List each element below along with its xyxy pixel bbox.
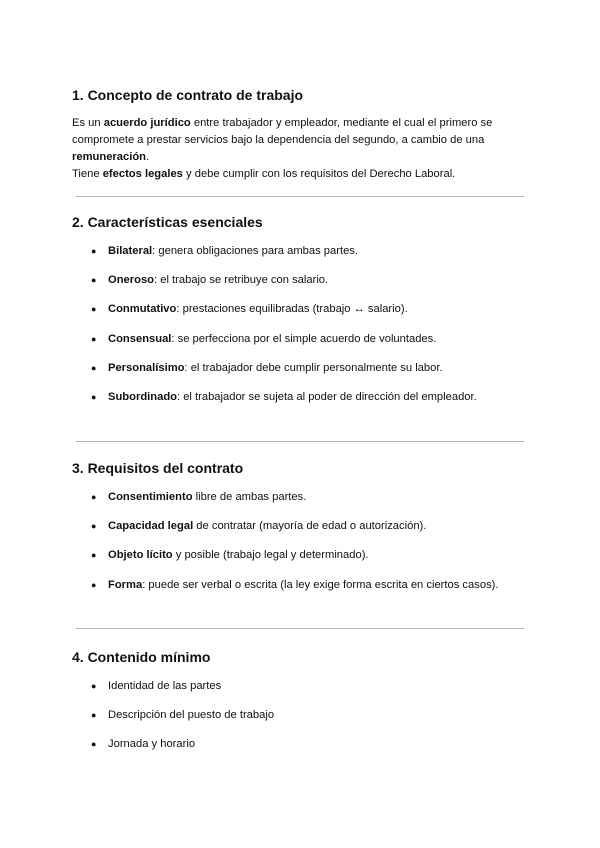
list-item: ● Bilateral: genera obligaciones para ambas partes. <box>91 245 359 257</box>
list-item: ● Capacidad legal de contratar (mayoría de edad o autorización). <box>91 520 427 533</box>
list-item: ● Personalísimo: el trabajador debe cumplir personalmente su labor. <box>91 361 443 374</box>
characteristics-list <box>72 244 524 419</box>
list-item: ● Identidad de las partes <box>91 680 222 692</box>
list-item: ● Objeto lícito y posible (trabajo legal y determinado). <box>91 549 369 562</box>
list-item: ● Oneroso: el trabajo se retribuye con salario. <box>91 274 329 287</box>
bullet-icon: ● <box>91 579 97 590</box>
list-item: ● Forma: puede ser verbal o escrita (la ley exige forma escrita en ciertos casos). <box>91 578 499 591</box>
legal-effects-paragraph: Tiene efectos legales y debe cumplir con los requisitos del Derecho Laboral. <box>72 168 456 180</box>
list-item: ● Conmutativo: prestaciones equilibradas (trabajo ↔ salario). <box>91 303 408 316</box>
section-1-title: 1. Concepto de contrato de trabajo <box>72 87 304 103</box>
list-item: ● Subordinado: el trabajador se sujeta al poder de dirección del empleador. <box>91 390 477 403</box>
definition-paragraph: Es un acuerdo jurídico entre trabajador y empleador, mediante el cual el primero se compromete a prestar servicios bajo la dependencia del segundo, a cambio de una remuneración. <box>72 117 493 163</box>
list-item: ● Jornada y horario <box>91 738 196 751</box>
bullet-icon: ● <box>91 275 97 286</box>
bullet-icon: ● <box>91 246 97 256</box>
section-4-title: 4. Contenido mínimo <box>72 649 211 665</box>
section-divider <box>76 196 524 197</box>
section-2-title: 2. Características esenciales <box>72 214 263 230</box>
content-list <box>72 679 524 767</box>
list-item: ● Consentimiento libre de ambas partes. <box>91 491 307 503</box>
bullet-icon: ● <box>91 521 97 532</box>
section-3-title: 3. Requisitos del contrato <box>72 460 244 476</box>
list-item: ● Descripción del puesto de trabajo <box>91 709 275 722</box>
bullet-icon: ● <box>91 304 97 315</box>
bullet-icon: ● <box>91 710 97 721</box>
bullet-icon: ● <box>91 333 97 344</box>
section-divider <box>76 628 524 629</box>
bullet-icon: ● <box>91 739 97 750</box>
bullet-icon: ● <box>91 550 97 561</box>
requirements-list <box>72 490 524 607</box>
list-item: ● Consensual: se perfecciona por el simple acuerdo de voluntades. <box>91 332 437 345</box>
section-1-paragraph <box>72 115 524 183</box>
bullet-icon: ● <box>91 681 97 691</box>
bullet-icon: ● <box>91 362 97 373</box>
section-divider <box>76 441 524 442</box>
bullet-icon: ● <box>91 492 97 502</box>
bullet-icon: ● <box>91 391 97 402</box>
